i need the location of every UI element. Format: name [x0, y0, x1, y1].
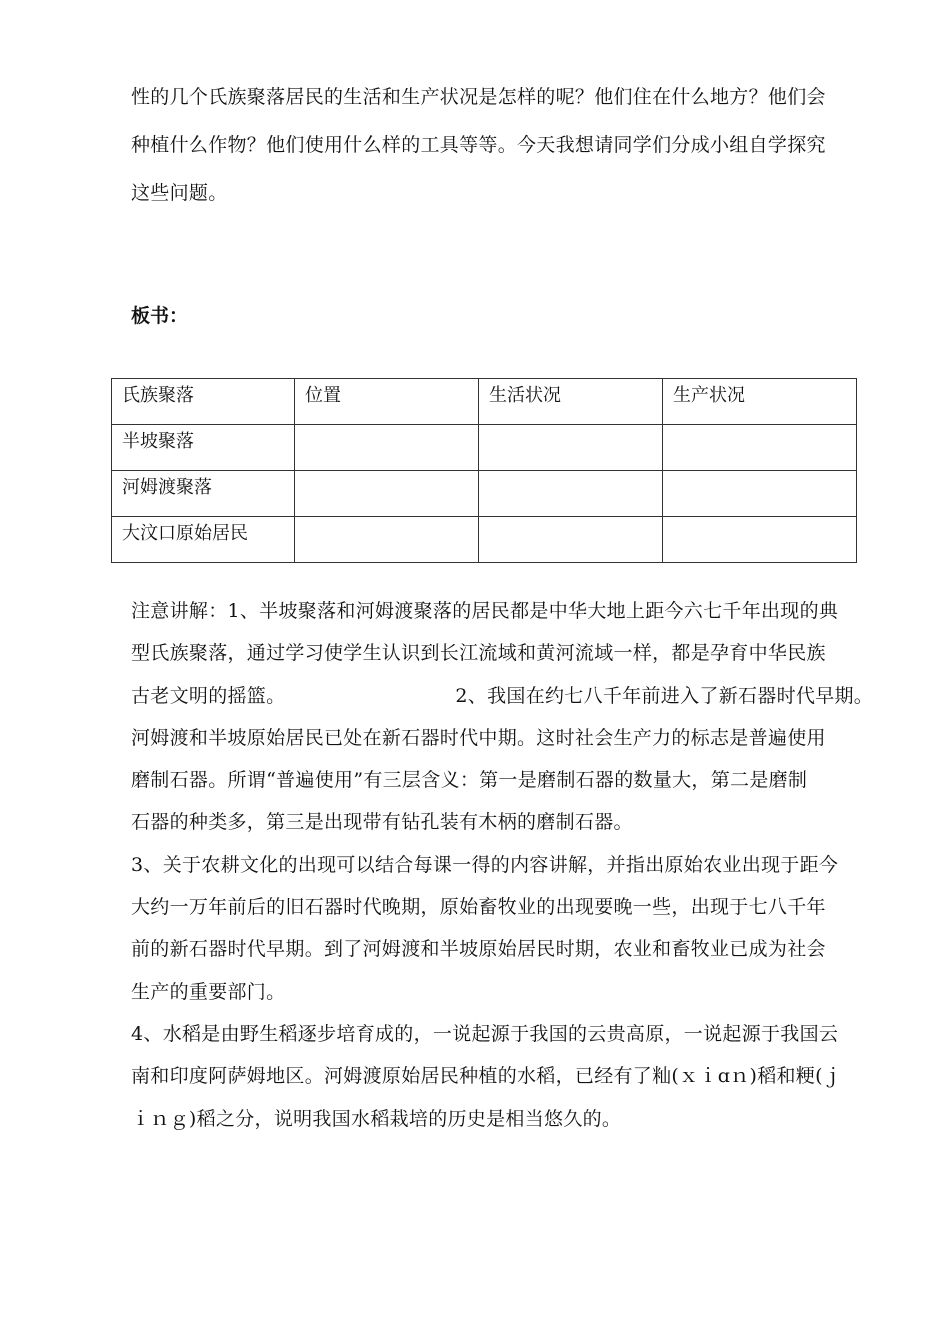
notes-line-part: 2、我国在约七八千年前进入了新石器时代早期。 [455, 684, 874, 707]
notes-line-part: 古老文明的摇篮。 [131, 684, 286, 707]
table-cell [663, 425, 857, 471]
table-row [112, 425, 857, 471]
notes-section [131, 590, 874, 1140]
table-cell [479, 517, 663, 563]
intro-line: 性的几个氏族聚落居民的生活和生产状况是怎样的呢？他们住在什么地方？他们会 [131, 86, 826, 108]
intro-line: 这些问题。 [131, 182, 228, 204]
notes-line: 大约一万年前后的旧石器时代晚期，原始畜牧业的出现要晚一些，出现于七八千年 [131, 896, 826, 919]
notes-line: 前的新石器时代早期。到了河姆渡和半坡原始居民时期，农业和畜牧业已成为社会 [131, 938, 826, 961]
table-cell: 大汶口原始居民 [112, 517, 295, 563]
notes-line: 石器的种类多，第三是出现带有钻孔装有木柄的磨制石器。 [131, 811, 633, 834]
header-cell-location: 位置 [295, 379, 479, 425]
intro-line: 种植什么作物？他们使用什么样的工具等等。今天我想请同学们分成小组自学探究 [131, 134, 826, 156]
table-cell: 河姆渡聚落 [112, 471, 295, 517]
intro-paragraph [131, 73, 851, 217]
table-cell [295, 425, 479, 471]
notes-line: 生产的重要部门。 [131, 980, 286, 1003]
table-cell [479, 425, 663, 471]
notes-line: ｉｎｇ)稻之分，说明我国水稻栽培的历史是相当悠久的。 [131, 1107, 622, 1130]
notes-line: 型氏族聚落，通过学习使学生认识到长江流域和黄河流域一样，都是孕育中华民族 [131, 642, 826, 665]
notes-line: 注意讲解：1、半坡聚落和河姆渡聚落的居民都是中华大地上距今六七千年出现的典 [131, 600, 839, 622]
notes-line: 4、水稻是由野生稻逐步培育成的，一说起源于我国的云贵高原，一说起源于我国云 [131, 1022, 839, 1045]
table-row [112, 471, 857, 517]
table-row [112, 517, 857, 563]
header-cell-life: 生活状况 [479, 379, 663, 425]
table-cell [295, 471, 479, 517]
header-cell-settlement: 氏族聚落 [112, 379, 295, 425]
board-table [111, 378, 857, 563]
notes-line: 磨制石器。所谓“普遍使用”有三层含义：第一是磨制石器的数量大，第二是磨制 [131, 769, 808, 792]
table-cell [663, 517, 857, 563]
notes-line: 南和印度阿萨姆地区。河姆渡原始居民种植的水稻，已经有了籼(ｘｉɑｎ)稻和粳(ｊ [131, 1065, 843, 1088]
table-cell [479, 471, 663, 517]
table-header-row [112, 379, 857, 425]
table-cell: 半坡聚落 [112, 425, 295, 471]
notes-line: 河姆渡和半坡原始居民已处在新石器时代中期。这时社会生产力的标志是普遍使用 [131, 726, 826, 749]
table-cell [663, 471, 857, 517]
header-cell-production: 生产状况 [663, 379, 857, 425]
notes-line [131, 675, 874, 717]
notes-line: 3、关于农耕文化的出现可以结合每课一得的内容讲解，并指出原始农业出现于距今 [131, 853, 839, 876]
board-heading: 板书： [131, 305, 189, 327]
table-cell [295, 517, 479, 563]
